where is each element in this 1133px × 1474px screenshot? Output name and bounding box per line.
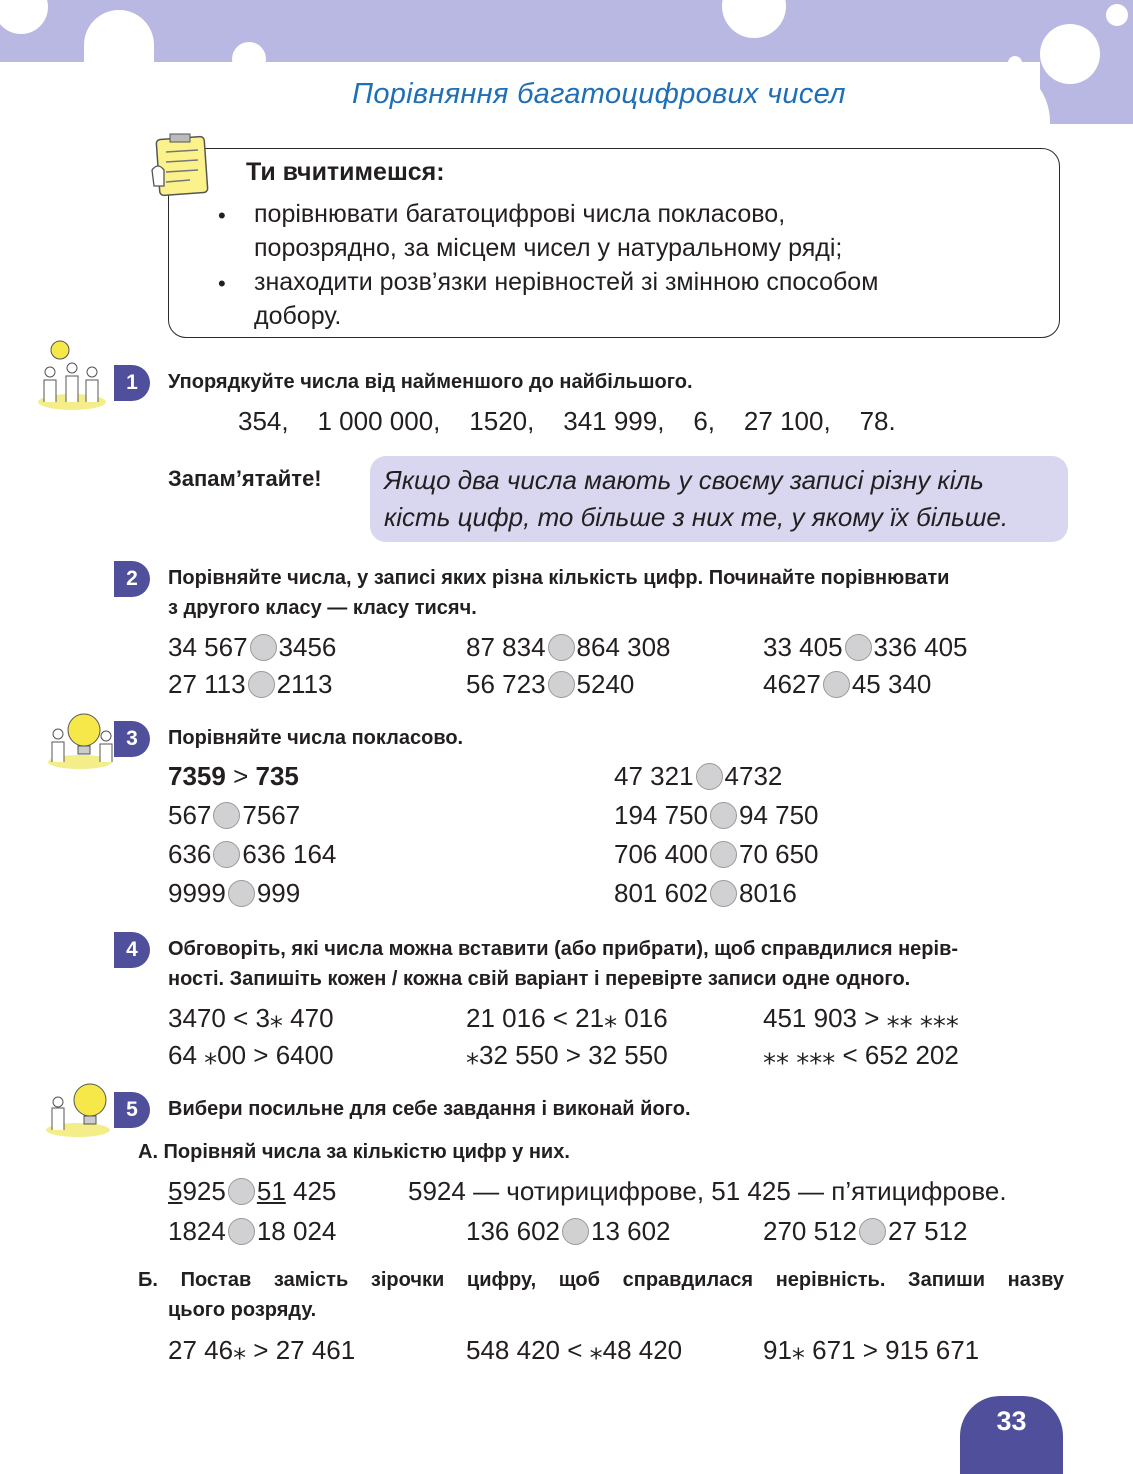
bubble-decoration	[232, 42, 266, 76]
number: 13 602	[590, 1216, 671, 1246]
answer-circle[interactable]	[562, 1218, 589, 1245]
number: 45 340	[851, 669, 932, 699]
bullet-dot: •	[218, 271, 226, 296]
comparison-item	[466, 632, 671, 663]
task-5b-instruction: Б. Постав замість зірочки цифру, щоб справдилася нерівність. Запиши назву	[138, 1269, 1064, 1291]
number: 801 602	[614, 878, 708, 908]
answer-circle[interactable]	[696, 763, 723, 790]
inequality: 91⁎ 671 > 915 671	[763, 1335, 980, 1365]
task-4-instruction: ності. Запишіть кожен / кожна свій варіант і перевірте записи одне одного.	[168, 968, 911, 990]
number: 136 602	[466, 1216, 560, 1246]
task-1-numbers: 354, 1 000 000, 1520, 341 999, 6, 27 100, 78.	[238, 406, 896, 436]
number: 270 512	[763, 1216, 857, 1246]
inequality: 3470 < 3⁎ 470	[168, 1003, 334, 1033]
comparison-item	[614, 839, 819, 870]
comparison-item	[763, 1216, 968, 1247]
number: 18 024	[256, 1216, 337, 1246]
number: 47 321	[614, 761, 694, 791]
task-5-instruction: Вибери посильне для себе завдання і виконай його.	[168, 1098, 691, 1120]
remember-label: Запам’ятайте!	[168, 466, 322, 491]
task-5a-explanation: 5924 — чотирицифрове, 51 425 — п’ятицифрове.	[408, 1176, 1007, 1206]
underlined-digit: 5	[168, 1176, 183, 1206]
number: 636	[168, 839, 212, 869]
notepad-icon	[148, 130, 214, 200]
number: 3456	[278, 632, 337, 662]
number: 194 750	[614, 800, 708, 830]
answer-circle[interactable]	[710, 841, 737, 868]
answer-circle[interactable]	[548, 671, 575, 698]
inequality: 21 016 < 21⁎ 016	[466, 1003, 668, 1033]
number: 706 400	[614, 839, 708, 869]
bullet-dot: •	[218, 203, 226, 228]
learning-goals-heading: Ти вчитимешся:	[246, 158, 445, 186]
remember-line: Якщо два числа мають у своєму записі різну кіль	[384, 465, 984, 495]
answer-circle[interactable]	[250, 634, 277, 661]
comparison-item	[614, 800, 819, 831]
task-5a-example	[168, 1176, 336, 1207]
header-band-cutout	[930, 62, 1050, 132]
underlined-digits: 51	[256, 1176, 286, 1206]
answer-circle[interactable]	[228, 1178, 255, 1205]
bullet-line: порівнювати багатоцифрові числа покласово,	[254, 200, 786, 228]
answer-circle[interactable]	[710, 802, 737, 829]
comparison-sign: >	[233, 761, 249, 791]
comparison-item	[614, 878, 797, 909]
inequality: 451 903 > ⁎⁎ ⁎⁎⁎	[763, 1003, 959, 1033]
number: 2113	[276, 669, 333, 699]
number: 8016	[738, 878, 797, 908]
bubble-decoration	[84, 10, 154, 100]
task-5b-instruction: цього розряду.	[168, 1299, 317, 1321]
task-number-badge: 5	[114, 1092, 150, 1128]
lightbulb-idea-icon	[42, 1080, 114, 1138]
group-work-icon	[34, 338, 110, 412]
number: 70 650	[738, 839, 819, 869]
header-band	[0, 0, 1133, 62]
number: 56 723	[466, 669, 546, 699]
remember-text	[384, 462, 1064, 536]
remember-line: кість цифр, то більше з них те, у якому їх більше.	[384, 502, 1009, 532]
number-rest: 925	[182, 1176, 226, 1206]
number: 735	[255, 761, 299, 791]
comparison-item	[168, 632, 336, 663]
number: 1824	[168, 1216, 226, 1246]
task-number-badge: 4	[114, 932, 150, 968]
inequality: 548 420 < ⁎48 420	[466, 1335, 683, 1365]
comparison-item	[466, 669, 634, 700]
number: 27 512	[887, 1216, 968, 1246]
task-number-badge: 3	[114, 721, 150, 757]
comparison-item	[466, 1216, 671, 1247]
inequality: 64 ⁎00 > 6400	[168, 1040, 334, 1070]
number: 336 405	[873, 632, 968, 662]
number: 7567	[242, 800, 301, 830]
bubble-decoration	[1008, 56, 1022, 70]
task-number-badge: 1	[114, 365, 150, 401]
answer-circle[interactable]	[859, 1218, 886, 1245]
number: 4627	[763, 669, 821, 699]
comparison-item	[763, 669, 931, 700]
comparison-item	[168, 1216, 336, 1247]
bullet-line: знаходити розв’язки нерівностей зі змінною способом	[254, 268, 879, 296]
number: 87 834	[466, 632, 546, 662]
answer-circle[interactable]	[213, 841, 240, 868]
number: 567	[168, 800, 212, 830]
comparison-item	[168, 800, 300, 831]
comparison-item	[168, 669, 333, 700]
worked-example	[168, 761, 299, 792]
task-5a-instruction: А. Порівняй числа за кількістю цифр у них.	[138, 1141, 570, 1163]
inequality: 27 46⁎ > 27 461	[168, 1335, 356, 1365]
comparison-item	[763, 632, 968, 663]
answer-circle[interactable]	[213, 802, 240, 829]
page-number: 33	[960, 1396, 1063, 1474]
answer-circle[interactable]	[823, 671, 850, 698]
number: 999	[256, 878, 301, 908]
task-number-badge: 2	[114, 561, 150, 597]
task-4-instruction: Обговоріть, які числа можна вставити (або прибрати), щоб справдилися нерів-	[168, 938, 959, 960]
comparison-item	[614, 761, 782, 792]
answer-circle[interactable]	[228, 1218, 255, 1245]
bubble-decoration	[1040, 24, 1100, 84]
task-2-instruction: Порівняйте числа, у записі яких різна кількість цифр. Починайте порівнювати	[168, 567, 950, 589]
bullet-line: порозрядно, за місцем чисел у натуральному ряді;	[254, 234, 843, 262]
number: 864 308	[576, 632, 671, 662]
task-1-instruction: Упорядкуйте числа від найменшого до найбільшого.	[168, 371, 693, 393]
lightbulb-pair-icon	[44, 708, 114, 770]
inequality: ⁎32 550 > 32 550	[466, 1040, 668, 1070]
number: 33 405	[763, 632, 843, 662]
bullet-line: добору.	[254, 302, 342, 330]
number: 94 750	[738, 800, 819, 830]
task-3-instruction: Порівняйте числа покласово.	[168, 727, 464, 749]
number: 636 164	[242, 839, 337, 869]
answer-circle[interactable]	[845, 634, 872, 661]
number: 27 113	[168, 669, 246, 699]
number: 5240	[576, 669, 635, 699]
answer-circle[interactable]	[248, 671, 275, 698]
answer-circle[interactable]	[710, 880, 737, 907]
number-rest: 425	[285, 1176, 337, 1206]
page-title: Порівняння багатоцифрових чисел	[352, 78, 846, 110]
number: 9999	[168, 878, 226, 908]
number: 34 567	[168, 632, 248, 662]
comparison-item	[168, 839, 336, 870]
answer-circle[interactable]	[228, 880, 255, 907]
comparison-item	[168, 878, 300, 909]
bubble-decoration	[1106, 4, 1128, 26]
answer-circle[interactable]	[548, 634, 575, 661]
task-2-instruction: з другого класу — класу тисяч.	[168, 597, 477, 619]
number: 7359	[168, 761, 226, 791]
number: 4732	[724, 761, 783, 791]
inequality: ⁎⁎ ⁎⁎⁎ < 652 202	[763, 1040, 959, 1070]
